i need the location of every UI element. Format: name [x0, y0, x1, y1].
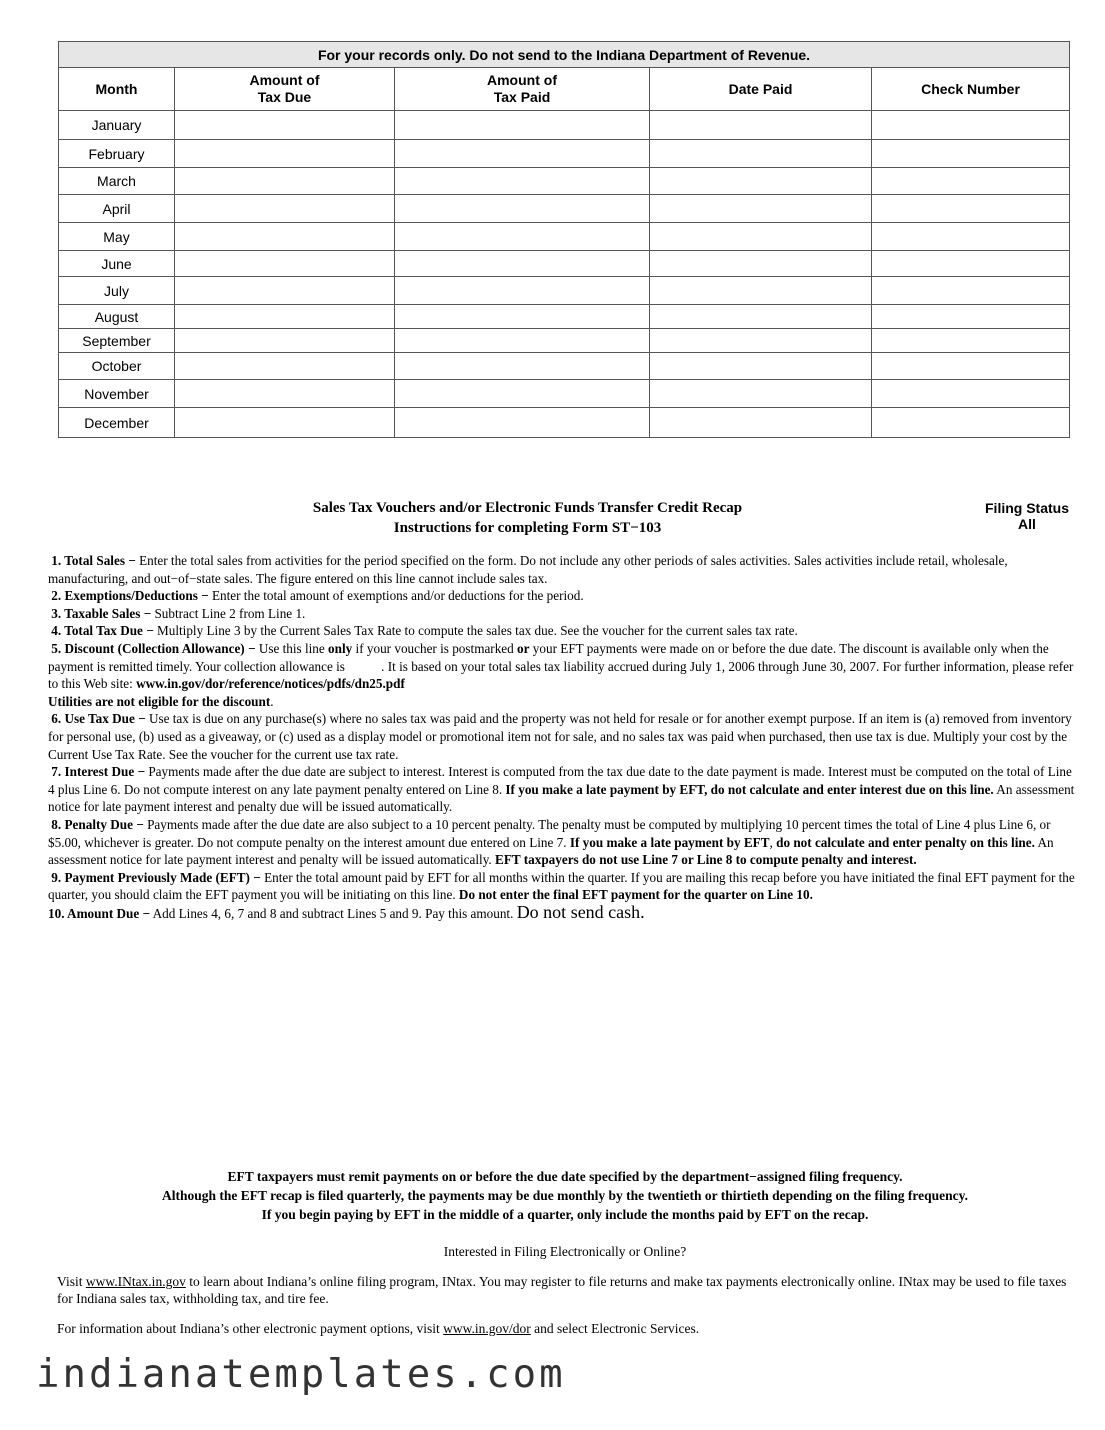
filing-status-value: All: [1018, 516, 1036, 532]
tax-paid-cell[interactable]: [395, 408, 650, 438]
instruction-line-10: 10. Amount Due − Add Lines 4, 6, 7 and 8 and subtract Lines 5 and 9. Pay this amount. Do not send cash.: [48, 901, 645, 922]
tax-paid-cell[interactable]: [395, 140, 650, 168]
month-cell: July: [59, 277, 175, 305]
date-paid-cell[interactable]: [650, 277, 872, 305]
dn25-link[interactable]: www.in.gov/dor/reference/notices/pdfs/dn25.pdf: [136, 676, 405, 692]
instruction-line-6: 6. Use Tax Due − Use tax is due on any purchase(s) where no sales tax was paid and the property was not held for resale or for another exempt purpose. If an item is (a) removed from inventory for personal use, (b) used as a giveaway, or (c) used as a display model or promotional item not for sale, and no sales tax was paid when purchased, then use tax is due. Multiply your cost by the Current Use Tax Rate. See the voucher for the current use tax rate.: [48, 711, 1072, 762]
check-number-cell[interactable]: [872, 380, 1070, 408]
check-number-cell[interactable]: [872, 408, 1070, 438]
tax-due-cell[interactable]: [175, 195, 395, 223]
date-paid-cell[interactable]: [650, 305, 872, 329]
intax-paragraph: Visit www.INtax.in.gov to learn about Indiana’s online filing program, INtax. You may register to file returns and make tax payments electronically online. INtax may be used to file taxes for Indiana sales tax, withholding tax, and tire fee.: [57, 1274, 1067, 1306]
instruction-line-9: 9. Payment Previously Made (EFT) − Enter the total amount paid by EFT for all months within the quarter. If you are mailing this recap before you have initiated the final EFT payment for the quarter, you should claim the EFT payment you will be initiating on this line. Do not enter the final EFT payment for the quarter on Line 10.: [48, 869, 1075, 903]
date-paid-cell[interactable]: [650, 329, 872, 353]
month-cell: May: [59, 223, 175, 251]
dor-link[interactable]: www.in.gov/dor: [443, 1321, 531, 1336]
tax-due-cell[interactable]: [175, 223, 395, 251]
instruction-line-2: 2. Exemptions/Deductions − Enter the total amount of exemptions and/or deductions for the period.: [51, 588, 584, 604]
instruction-line-1: 1. Total Sales − Enter the total sales from activities for the period specified on the form. Do not include any other periods of sales activities. Sales activities include retail, wholesale, manufacturing, and out−of−state sales. The figure entered on this line cannot include sales tax.: [48, 553, 1008, 586]
date-paid-header: Date Paid: [650, 68, 872, 111]
check-number-cell[interactable]: [872, 140, 1070, 168]
date-paid-cell[interactable]: [650, 140, 872, 168]
table-row: [59, 111, 1070, 140]
eft-notice-line-2: Although the EFT recap is filed quarterly, the payments may be due monthly by the twentieth or thirtieth depending on the filing frequency.: [161, 1188, 969, 1203]
tax-due-cell[interactable]: [175, 168, 395, 195]
check-number-cell[interactable]: [872, 305, 1070, 329]
table-row: [59, 168, 1070, 195]
month-cell: August: [59, 305, 175, 329]
tax-paid-cell[interactable]: [395, 195, 650, 223]
check-number-cell[interactable]: [872, 251, 1070, 277]
records-table: [58, 41, 1070, 438]
watermark: indianatemplates.com: [36, 1352, 566, 1397]
tax-paid-cell[interactable]: [395, 168, 650, 195]
instructions-title-line-1: Sales Tax Vouchers and/or Electronic Funds Transfer Credit Recap: [312, 500, 743, 516]
tax-due-cell[interactable]: [175, 380, 395, 408]
tax-paid-header: Amount of Tax Paid: [395, 68, 650, 111]
date-paid-cell[interactable]: [650, 251, 872, 277]
tax-paid-cell[interactable]: [395, 111, 650, 140]
table-row: [59, 408, 1070, 438]
table-row: [59, 251, 1070, 277]
instruction-line-8: 8. Penalty Due − Payments made after the due date are also subject to a 10 percent penalty. The penalty must be computed by multiplying 10 percent times the total of Line 4 plus Line 6, or $5.00, whichever is greater. Do not compute penalty on the interest amount due entered on Line 7. If you make a late payment by EFT, do not calculate and enter penalty on this line. An assessment notice for late payment interest and penalty will be issued automatically. EFT taxpayers do not use Line 7 or Line 8 to compute penalty and interest.: [48, 816, 1054, 868]
instruction-lines: [48, 552, 1078, 922]
instruction-line-3: 3. Taxable Sales − Subtract Line 2 from Line 1.: [51, 605, 306, 621]
table-row: [59, 195, 1070, 223]
date-paid-cell[interactable]: [650, 408, 872, 438]
tax-due-header: Amount of Tax Due: [175, 68, 395, 111]
check-number-cell[interactable]: [872, 223, 1070, 251]
table-row: [59, 277, 1070, 305]
eft-notice-line-3: If you begin paying by EFT in the middle of a quarter, only include the months paid by EFT on the recap.: [261, 1207, 869, 1222]
date-paid-cell[interactable]: [650, 223, 872, 251]
tax-paid-cell[interactable]: [395, 329, 650, 353]
check-number-cell[interactable]: [872, 168, 1070, 195]
tax-due-cell[interactable]: [175, 111, 395, 140]
filing-status: [972, 500, 1082, 532]
check-number-cell[interactable]: [872, 329, 1070, 353]
check-number-cell[interactable]: [872, 111, 1070, 140]
month-header: Month: [59, 68, 175, 111]
date-paid-cell[interactable]: [650, 353, 872, 380]
eft-notice-line-1: EFT taxpayers must remit payments on or before the due date specified by the department−assigned filing frequency.: [227, 1169, 903, 1184]
instruction-line-4: 4. Total Tax Due − Multiply Line 3 by the Current Sales Tax Rate to compute the sales tax due. See the voucher for the current sales tax rate.: [51, 623, 798, 639]
tax-due-cell[interactable]: [175, 140, 395, 168]
table-row: [59, 305, 1070, 329]
tax-paid-cell[interactable]: [395, 277, 650, 305]
instruction-line-5: 5. Discount (Collection Allowance) − Use this line only if your voucher is postmarked or your EFT payments were made on or before the due date. The discount is available only when the payment is remitted timely. Your collection allowance is . It is based on your total sales tax liability accrued during July 1, 2006 through June 30, 2007. For further information, please refer to this Web site: www.in.gov/dor/reference/notices/pdfs/dn25.pdf Utilities are not eligible for the discount.: [48, 640, 1077, 709]
tax-due-cell[interactable]: [175, 277, 395, 305]
tax-due-cell[interactable]: [175, 408, 395, 438]
tax-due-cell[interactable]: [175, 305, 395, 329]
eft-notice: [60, 1167, 1070, 1224]
month-cell: September: [59, 329, 175, 353]
tax-due-cell[interactable]: [175, 251, 395, 277]
online-heading: Interested in Filing Electronically or Online?: [443, 1244, 687, 1259]
date-paid-cell[interactable]: [650, 168, 872, 195]
table-row: [59, 223, 1070, 251]
tax-paid-cell[interactable]: [395, 305, 650, 329]
tax-paid-cell[interactable]: [395, 380, 650, 408]
instructions-title: [220, 498, 835, 538]
check-number-header: Check Number: [872, 68, 1070, 111]
table-row: [59, 380, 1070, 408]
tax-paid-cell[interactable]: [395, 353, 650, 380]
month-cell: March: [59, 168, 175, 195]
filing-status-label: Filing Status: [985, 500, 1069, 516]
month-cell: October: [59, 353, 175, 380]
date-paid-cell[interactable]: [650, 111, 872, 140]
month-cell: June: [59, 251, 175, 277]
intax-link[interactable]: www.INtax.in.gov: [85, 1274, 186, 1289]
instruction-line-7: 7. Interest Due − Payments made after the due date are subject to interest. Interest is computed from the tax due date to the date payment is made. Interest must be computed on the total of Line 4 plus Line 6. Do not compute interest on any late payment penalty entered on Line 8. If you make a late payment by EFT, do not calculate and enter interest due on this line. An assessment notice for late payment interest and penalty due will be issued automatically.: [48, 764, 1075, 815]
month-cell: December: [59, 408, 175, 438]
month-cell: January: [59, 111, 175, 140]
records-banner: For your records only. Do not send to the Indiana Department of Revenue.: [59, 42, 1070, 68]
instructions-title-line-2: Instructions for completing Form ST−103: [393, 520, 662, 536]
date-paid-cell[interactable]: [650, 195, 872, 223]
check-number-cell[interactable]: [872, 353, 1070, 380]
month-cell: April: [59, 195, 175, 223]
date-paid-cell[interactable]: [650, 380, 872, 408]
month-cell: February: [59, 140, 175, 168]
tax-due-cell[interactable]: [175, 329, 395, 353]
table-row: [59, 329, 1070, 353]
tax-paid-cell[interactable]: [395, 223, 650, 251]
table-row: [59, 140, 1070, 168]
month-cell: November: [59, 380, 175, 408]
table-row: [59, 353, 1070, 380]
dor-paragraph: For information about Indiana’s other electronic payment options, visit www.in.gov/dor and select Electronic Services.: [57, 1321, 700, 1336]
check-number-cell[interactable]: [872, 195, 1070, 223]
tax-due-cell[interactable]: [175, 353, 395, 380]
check-number-cell[interactable]: [872, 277, 1070, 305]
tax-paid-cell[interactable]: [395, 251, 650, 277]
